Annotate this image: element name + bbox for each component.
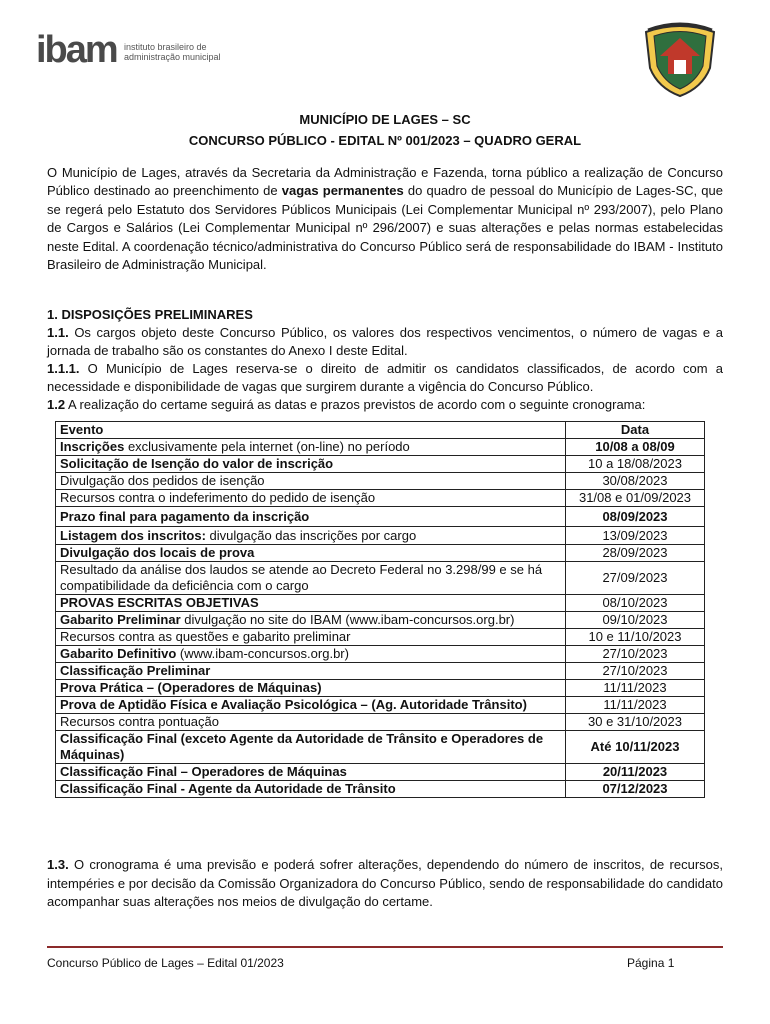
schedule-table-row [56,781,705,798]
schedule-table-row [56,545,705,562]
schedule-table-row [56,764,705,781]
schedule-table-row [56,680,705,697]
ibam-logo-subtitle [124,42,221,62]
schedule-table-row [56,629,705,646]
schedule-event-text: divulgação no site do IBAM (www.ibam-concursos.org.br) [180,612,515,627]
intro-text-part1: O Município de Lages, através da Secretaria da Administração e Fazenda, torna público a realização de Concurso Público destinado ao preenchimento de [47,165,723,199]
schedule-event-bold: Prazo final para pagamento da inscrição [60,508,310,524]
footer-document-name: Concurso Público de Lages – Edital 01/2023 [47,956,284,970]
schedule-event-bold: Classificação Final – Operadores de Máquinas [60,764,347,779]
schedule-event-cell [56,562,566,595]
schedule-event-bold: Inscrições [60,439,125,454]
schedule-event-text: Recursos contra pontuação [60,714,219,729]
schedule-event-text: (www.ibam-concursos.org.br) [176,646,349,661]
schedule-event-bold: PROVAS ESCRITAS OBJETIVAS [60,595,259,610]
schedule-date-cell: 20/11/2023 [566,764,705,781]
ibam-logo-subtitle-line1: instituto brasileiro de [124,42,207,52]
schedule-event-bold: Prova Prática – (Operadores de Máquinas) [60,680,322,695]
paragraph-1-2-number: 1.2 [47,397,66,412]
document-title-line1: MUNICÍPIO DE LAGES – SC [299,112,471,127]
schedule-event-cell [56,646,566,663]
paragraph-1-3-text: O cronograma é uma previsão e poderá sofrer alterações, dependendo do número de inscritos, de recursos, intempéries e por decisão da Comissão Organizadora do Concurso Público, sendo de responsabilidade do candidato acompanhar suas alterações nos meios de divulgação do certame. [47,857,723,909]
schedule-date-cell: 08/10/2023 [566,595,705,612]
schedule-event-cell [56,764,566,781]
schedule-header-date: Data [566,422,705,439]
schedule-table-row [56,473,705,490]
schedule-table-row [56,490,705,507]
schedule-header-event: Evento [56,422,566,439]
ibam-logo-wordmark: ibam [36,29,117,71]
paragraph-1-1-number: 1.1. [47,325,69,340]
schedule-date-cell: 27/10/2023 [566,663,705,680]
schedule-date-cell: 09/10/2023 [566,612,705,629]
schedule-date-cell: 30/08/2023 [566,473,705,490]
schedule-event-text: Divulgação dos pedidos de isenção [60,473,265,488]
schedule-date-cell: 31/08 e 01/09/2023 [566,490,705,507]
schedule-event-cell [56,595,566,612]
schedule-date-cell: 28/09/2023 [566,545,705,562]
schedule-event-cell [56,545,566,562]
paragraph-1-1-text: Os cargos objeto deste Concurso Público, os valores dos respectivos vencimentos, o número de vagas e a jornada de trabalho são os constantes do Anexo I deste Edital. [47,325,723,358]
paragraph-1-1-1-text: O Município de Lages reserva-se o direito de admitir os candidatos classificados, de acordo com a necessidade e disponibilidade de vagas que surgirem durante a vigência do Concurso Público. [47,361,723,394]
schedule-date-cell: 30 e 31/10/2023 [566,714,705,731]
schedule-event-bold: Divulgação dos locais de prova [60,545,255,560]
schedule-event-cell [56,714,566,731]
footer-page-number: Página 1 [627,956,675,970]
ibam-logo-subtitle-line2: administração municipal [124,52,221,62]
schedule-date-cell: Até 10/11/2023 [566,731,705,764]
schedule-event-bold: Classificação Final - Agente da Autoridade de Trânsito [60,781,396,796]
paragraph-1-2 [47,396,723,414]
schedule-event-cell [56,731,566,764]
schedule-event-bold: Classificação Preliminar [60,663,211,678]
paragraph-1-3-number: 1.3. [47,857,69,872]
schedule-table-row [56,731,705,764]
schedule-table-row [56,714,705,731]
schedule-table-row [56,595,705,612]
schedule-event-text: Recursos contra as questões e gabarito preliminar [60,629,351,644]
paragraph-1-1-1 [47,360,723,396]
schedule-event-cell [56,527,566,545]
intro-paragraph [47,164,723,274]
schedule-date-cell: 11/11/2023 [566,680,705,697]
schedule-event-bold: Classificação Final (exceto Agente da Autoridade de Trânsito e Operadores de Máquinas) [60,731,544,762]
schedule-event-cell [56,680,566,697]
schedule-event-bold: Gabarito Preliminar [60,612,181,627]
schedule-table-row [56,562,705,595]
schedule-event-cell [56,663,566,680]
paragraph-1-1 [47,324,723,360]
lages-coat-of-arms-icon [640,18,720,98]
section1-heading: 1. DISPOSIÇÕES PRELIMINARES [47,307,253,322]
schedule-table-row [56,697,705,714]
schedule-event-bold: Prova de Aptidão Física e Avaliação Psicológica – (Ag. Autoridade Trânsito) [60,697,527,712]
schedule-event-bold: Solicitação de Isenção do valor de inscrição [60,456,334,471]
schedule-event-cell [56,473,566,490]
schedule-table-row [56,663,705,680]
ibam-logo [36,29,221,71]
schedule-table-body [56,422,705,798]
paragraph-1-1-1-number: 1.1.1. [47,361,80,376]
schedule-event-cell [56,697,566,714]
schedule-event-cell [56,507,566,527]
schedule-date-cell: 07/12/2023 [566,781,705,798]
schedule-table-row [56,612,705,629]
schedule-event-cell [56,781,566,798]
schedule-date-cell: 27/09/2023 [566,562,705,595]
schedule-event-cell [56,612,566,629]
schedule-event-cell [56,629,566,646]
schedule-table-row [56,456,705,473]
intro-text-part2: do quadro de pessoal do Município de Lages-SC, que se regerá pelo Estatuto dos Servidores Públicos Municipais (Lei Complementar Municipal nº 293/2007), pelo Plano de Cargos e Salários (Lei Complementar Municipal nº 296/2007) e suas alterações e pelas normas estabelecidas neste Edital. A coordenação técnico/administrativa do Concurso Público será de responsabilidade do IBAM - Instituto Brasileiro de Administração Municipal. [47,183,723,273]
schedule-date-cell: 13/09/2023 [566,527,705,545]
schedule-event-text: exclusivamente pela internet (on-line) no período [124,439,410,454]
schedule-date-cell: 10/08 a 08/09 [566,439,705,456]
document-title-line2: CONCURSO PÚBLICO - EDITAL Nº 001/2023 – QUADRO GERAL [188,133,582,148]
schedule-event-cell [56,439,566,456]
schedule-event-text: divulgação das inscrições por cargo [205,527,417,543]
schedule-event-cell [56,490,566,507]
schedule-date-cell: 08/09/2023 [566,507,705,527]
schedule-table-row [56,507,705,527]
schedule-event-text: Resultado da análise dos laudos se atende ao Decreto Federal no 3.298/99 e se há compatibilidade da deficiência com o cargo [60,562,543,593]
paragraph-1-3 [47,856,723,912]
schedule-table-row [56,646,705,663]
schedule-date-cell: 11/11/2023 [566,697,705,714]
schedule-event-bold: Listagem dos inscritos: [60,527,206,543]
schedule-table-row [56,527,705,545]
schedule-date-cell: 10 e 11/10/2023 [566,629,705,646]
paragraph-1-2-text: A realização do certame seguirá as datas e prazos previstos de acordo com o seguinte cronograma: [65,397,646,412]
footer-divider [47,946,723,948]
schedule-table [55,421,705,798]
schedule-event-text: Recursos contra o indeferimento do pedido de isenção [60,490,376,505]
schedule-date-cell: 10 a 18/08/2023 [566,456,705,473]
schedule-event-bold: Gabarito Definitivo [60,646,177,661]
intro-text-bold: vagas permanentes [281,183,404,199]
schedule-table-row [56,439,705,456]
schedule-event-cell [56,456,566,473]
schedule-date-cell: 27/10/2023 [566,646,705,663]
schedule-table-header-row [56,422,705,439]
